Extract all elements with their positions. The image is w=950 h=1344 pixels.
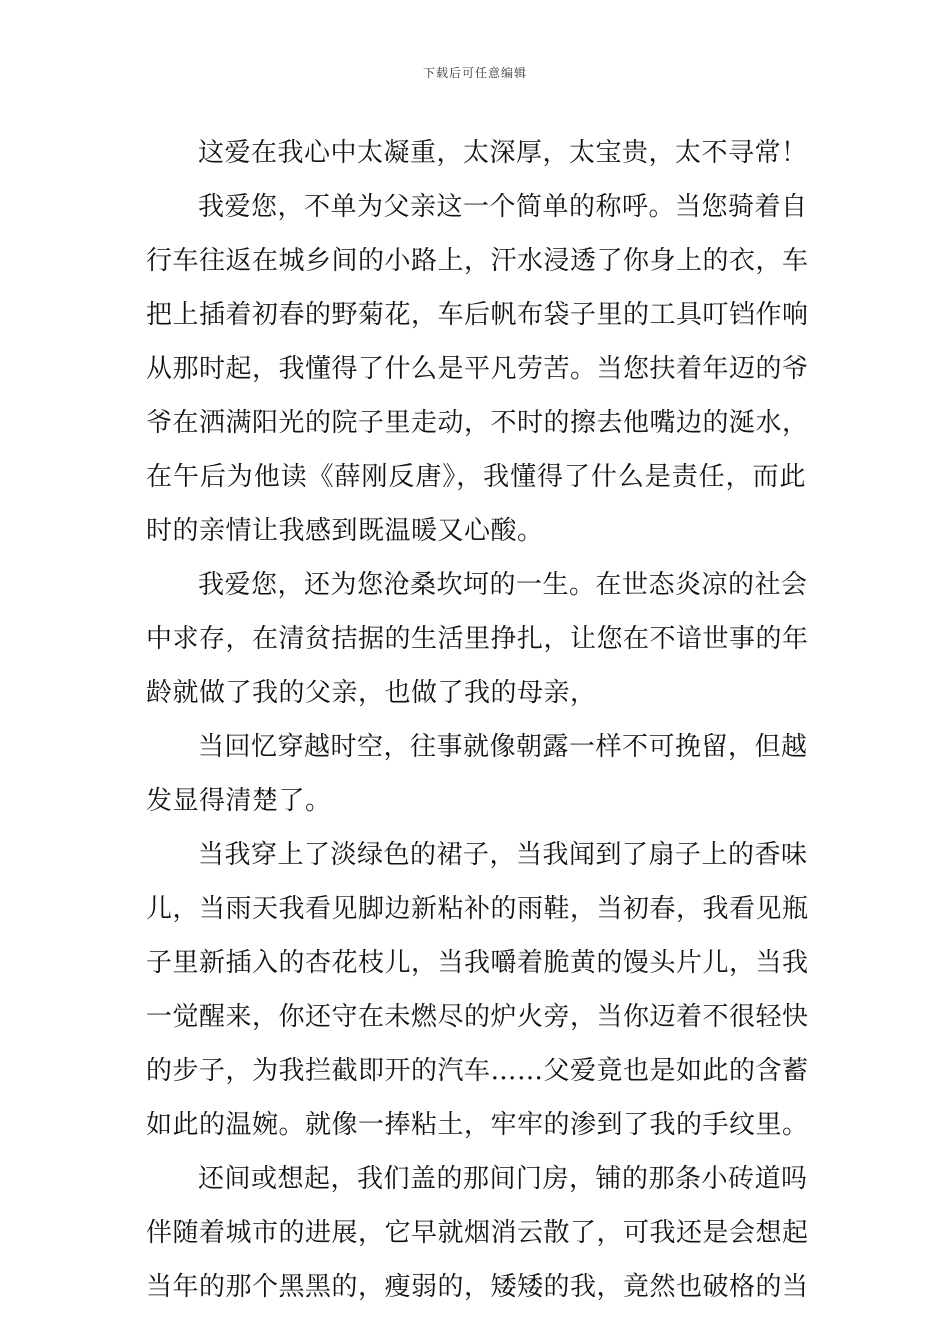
- text-line: 我爱您，不单为父亲这一个简单的称呼。当您骑着自: [198, 192, 808, 222]
- page-header: 下载后可任意编辑: [422, 66, 527, 80]
- text-line: 的步子，为我拦截即开的汽车……父爱竟也是如此的含蓄: [146, 1056, 809, 1086]
- text-line: 从那时起，我懂得了什么是平凡劳苦。当您扶着年迈的爷: [146, 354, 809, 384]
- text-line: 当回忆穿越时空，往事就像朝露一样不可挽留，但越: [198, 732, 808, 762]
- text-line: 在午后为他读《薛刚反唐》，我懂得了什么是责任，而此: [146, 462, 806, 492]
- text-line: 发显得清楚了。: [146, 786, 332, 816]
- text-line: 行车往返在城乡间的小路上，汗水浸透了你身上的衣，车: [146, 246, 809, 276]
- text-line: 爷在洒满阳光的院子里走动，不时的擦去他嘴边的涎水，: [146, 408, 809, 438]
- text-line: 还间或想起，我们盖的那间门房，铺的那条小砖道吗: [198, 1164, 808, 1194]
- text-line: 这爱在我心中太凝重，太深厚，太宝贵，太不寻常！: [198, 138, 808, 168]
- text-line: 时的亲情让我感到既温暖又心酸。: [146, 516, 544, 546]
- text-line: 我爱您，还为您沧桑坎坷的一生。在世态炎凉的社会: [198, 570, 808, 600]
- text-line: 当我穿上了淡绿色的裙子，当我闻到了扇子上的香味: [198, 840, 808, 870]
- text-line: 龄就做了我的父亲，也做了我的母亲，: [146, 678, 597, 708]
- text-line: 当年的那个黑黑的，瘦弱的，矮矮的我，竟然也破格的当: [146, 1272, 809, 1302]
- text-line: 如此的温婉。就像一捧粘土，牢牢的渗到了我的手纹里。: [146, 1110, 809, 1140]
- text-line: 子里新插入的杏花枝儿，当我嚼着脆黄的馒头片儿，当我: [146, 948, 809, 978]
- text-line: 把上插着初春的野菊花，车后帆布袋子里的工具叮铛作响: [146, 300, 809, 330]
- document-body: [146, 126, 809, 1314]
- text-line: 儿，当雨天我看见脚边新粘补的雨鞋，当初春，我看见瓶: [146, 894, 809, 924]
- text-line: 中求存，在清贫拮据的生活里挣扎，让您在不谙世事的年: [146, 624, 809, 654]
- text-line: 伴随着城市的进展，它早就烟消云散了，可我还是会想起: [146, 1218, 809, 1248]
- text-line: 一觉醒来，你还守在未燃尽的炉火旁，当你迈着不很轻快: [146, 1002, 809, 1032]
